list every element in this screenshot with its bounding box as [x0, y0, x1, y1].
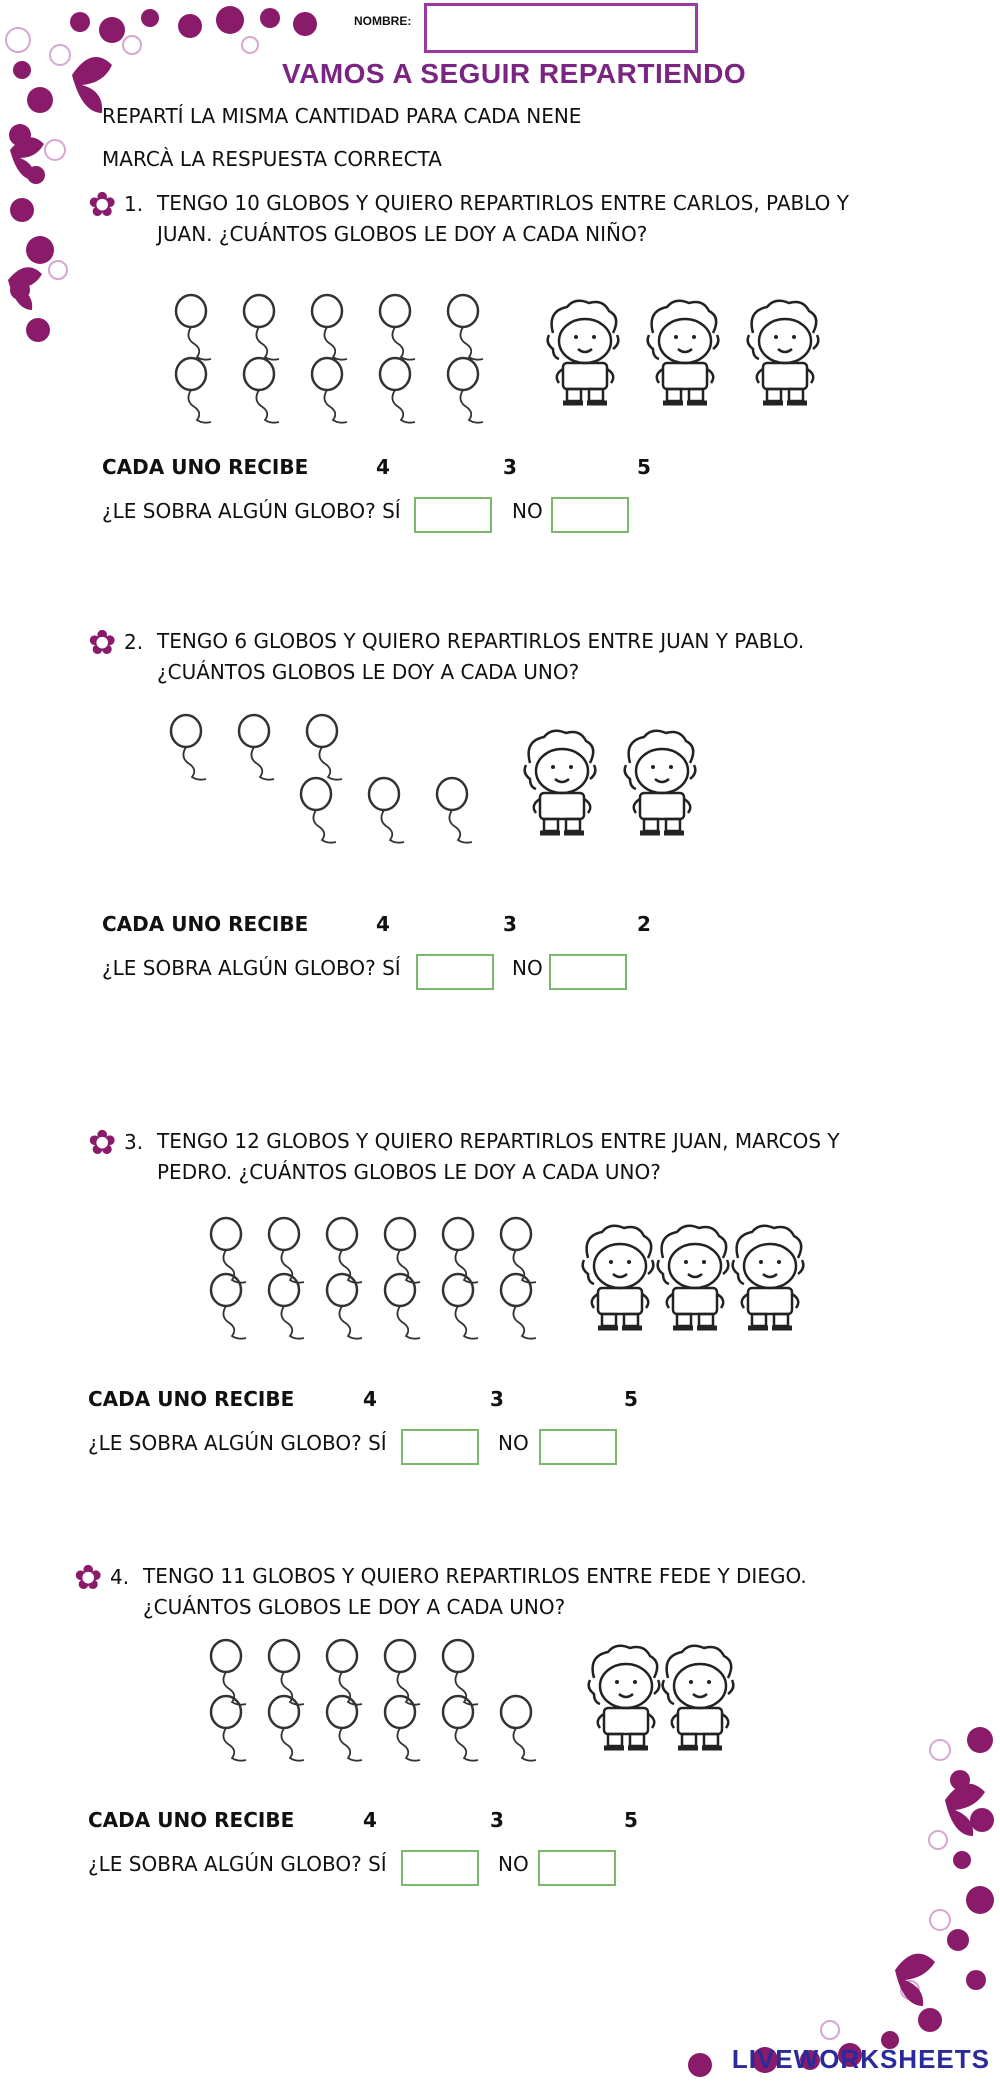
balloon-icon	[385, 1696, 420, 1761]
question-line: TENGO 11 GLOBOS Y QUIERO REPARTIRLOS ENTRE FEDE Y DIEGO.	[143, 1564, 807, 1588]
answer-option[interactable]: 3	[503, 912, 517, 936]
name-label: NOMBRE:	[354, 14, 412, 28]
flower-bullet-icon: ✿	[74, 1558, 103, 1598]
no-label: NO	[498, 1852, 529, 1876]
answer-option[interactable]: 5	[637, 455, 651, 479]
leftover-question: ¿LE SOBRA ALGÚN GLOBO? SÍ	[102, 499, 401, 523]
no-label: NO	[498, 1431, 529, 1455]
answer-option[interactable]: 4	[363, 1808, 377, 1832]
no-answer-box[interactable]	[538, 1850, 616, 1886]
answer-option[interactable]: 3	[490, 1808, 504, 1832]
question-number: 3.	[124, 1130, 144, 1154]
question-number: 4.	[110, 1565, 130, 1589]
balloon-icon	[327, 1696, 362, 1761]
balloon-icon	[443, 1696, 478, 1761]
question-number: 1.	[124, 192, 144, 216]
instruction-1: REPARTÍ LA MISMA CANTIDAD PARA CADA NENE	[102, 104, 582, 128]
answer-option[interactable]: 4	[376, 912, 390, 936]
recibe-label: CADA UNO RECIBE	[102, 455, 309, 479]
question-line: ¿CUÁNTOS GLOBOS LE DOY A CADA UNO?	[143, 1595, 566, 1619]
question-line: TENGO 6 GLOBOS Y QUIERO REPARTIRLOS ENTRE JUAN Y PABLO.	[157, 629, 805, 653]
balloon-icon	[501, 1696, 536, 1761]
recibe-label: CADA UNO RECIBE	[88, 1808, 295, 1832]
instruction-2: MARCÀ LA RESPUESTA CORRECTA	[102, 147, 442, 171]
flower-bullet-icon: ✿	[88, 185, 117, 225]
question-line: TENGO 10 GLOBOS Y QUIERO REPARTIRLOS ENTRE CARLOS, PABLO Y	[157, 191, 849, 215]
question-line: TENGO 12 GLOBOS Y QUIERO REPARTIRLOS ENTRE JUAN, MARCOS Y	[157, 1129, 840, 1153]
leftover-question: ¿LE SOBRA ALGÚN GLOBO? SÍ	[102, 956, 401, 980]
yes-answer-box[interactable]	[401, 1850, 479, 1886]
answer-option[interactable]: 3	[503, 455, 517, 479]
recibe-label: CADA UNO RECIBE	[88, 1387, 295, 1411]
child-icon	[663, 1646, 734, 1748]
balloon-icon	[211, 1696, 246, 1761]
recibe-label: CADA UNO RECIBE	[102, 912, 309, 936]
page-title: VAMOS A SEGUIR REPARTIENDO	[282, 58, 747, 89]
flower-bullet-icon: ✿	[88, 623, 117, 663]
no-label: NO	[512, 499, 543, 523]
child-icon	[589, 1646, 660, 1748]
answer-option[interactable]: 3	[490, 1387, 504, 1411]
balloon-icon	[269, 1696, 304, 1761]
question-number: 2.	[124, 630, 144, 654]
answer-option[interactable]: 5	[624, 1387, 638, 1411]
leftover-question: ¿LE SOBRA ALGÚN GLOBO? SÍ	[88, 1852, 387, 1876]
answer-option[interactable]: 4	[376, 455, 390, 479]
answer-option[interactable]: 5	[624, 1808, 638, 1832]
answer-option[interactable]: 4	[363, 1387, 377, 1411]
no-label: NO	[512, 956, 543, 980]
liveworksheets-logo: LIVEWORKSHEETS	[731, 2044, 990, 2074]
question-line: PEDRO. ¿CUÁNTOS GLOBOS LE DOY A CADA UNO?	[157, 1160, 661, 1184]
flower-bullet-icon: ✿	[88, 1123, 117, 1163]
question-line: ¿CUÁNTOS GLOBOS LE DOY A CADA UNO?	[157, 660, 580, 684]
question-line: JUAN. ¿CUÁNTOS GLOBOS LE DOY A CADA NIÑO?	[157, 222, 648, 246]
leftover-question: ¿LE SOBRA ALGÚN GLOBO? SÍ	[88, 1431, 387, 1455]
answer-option[interactable]: 2	[637, 912, 651, 936]
